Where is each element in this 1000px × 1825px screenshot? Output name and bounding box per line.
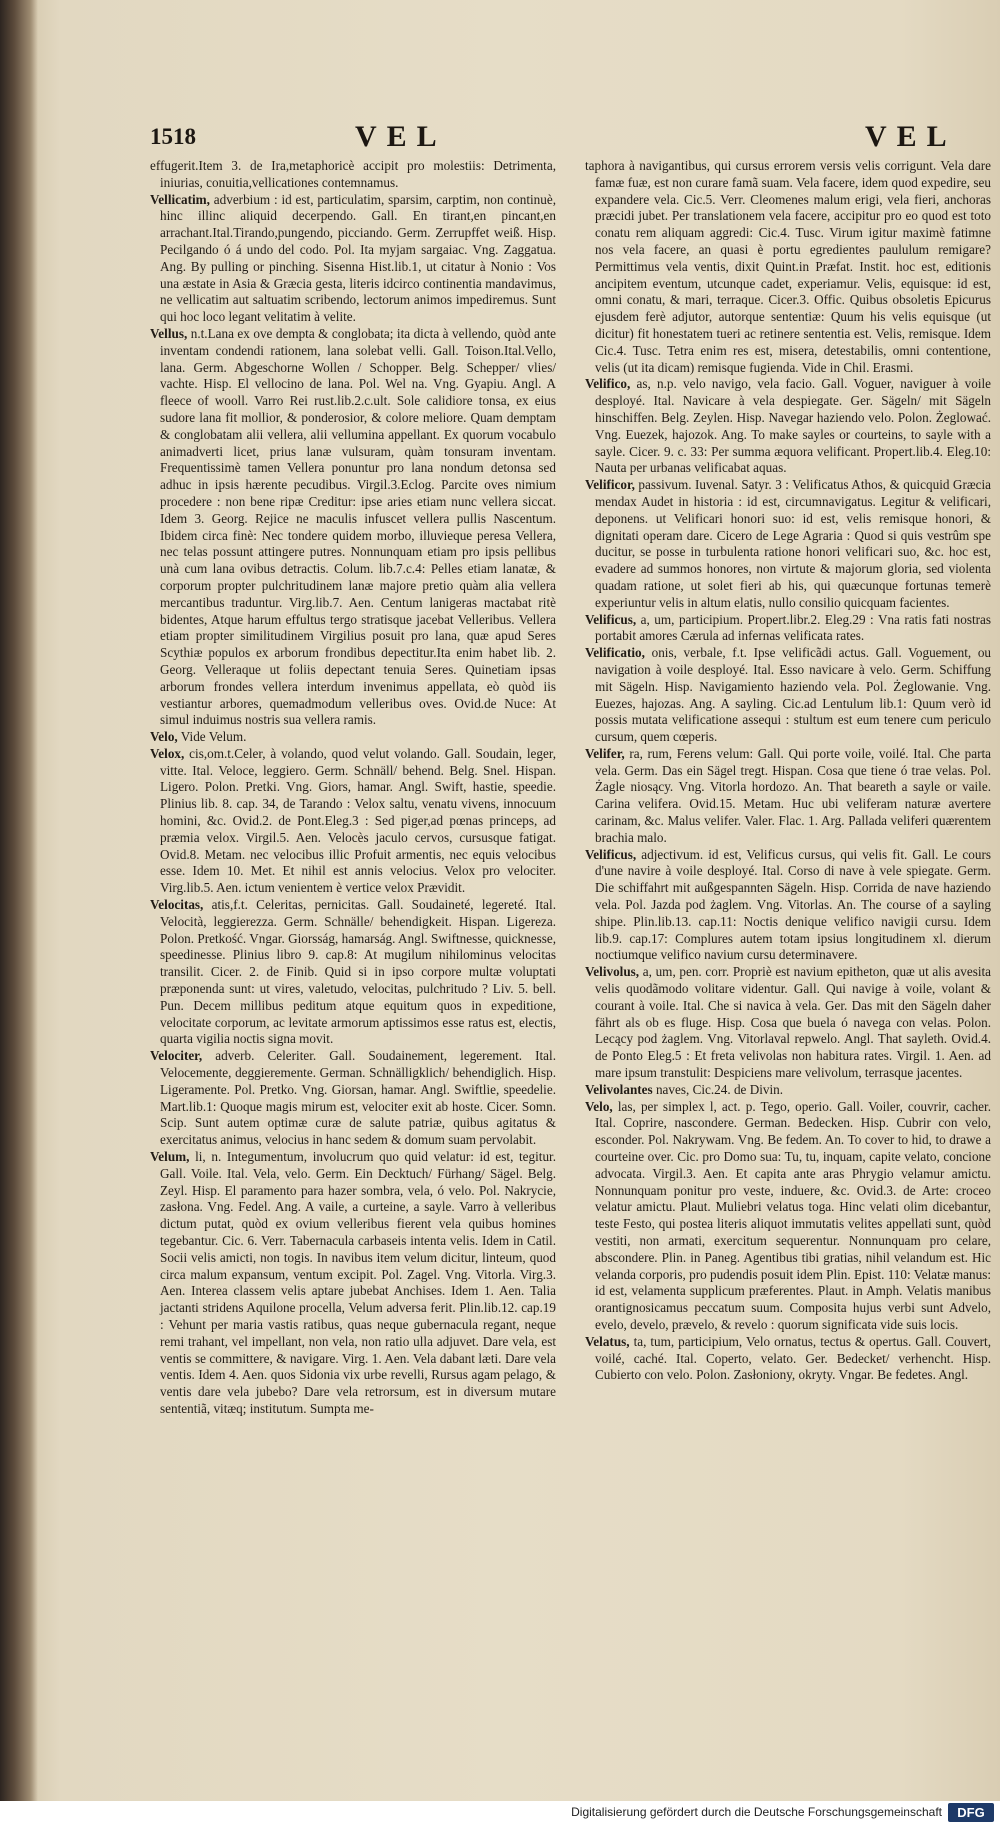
entry-lemma: Velocitas,	[150, 897, 204, 913]
entry-text: taphora à navigantibus, qui cursus errorem versis velis corrigunt. Vela dare famæ fuæ, est non curare famã suam. Vela facere, idem quod expedire, seu expandere vela. Cic.5. Verr. Cleomenes malum erigi, vela fieri, anchoras præcidi jubet. Per translationem vela facere, accipitur pro eo quod est toto conatu rem aliquam aggredi: Cic.4. Tusc. Virum igitur maximè fatimne nos vela facere, an quasi è portu egredientes paululum remigare? Permittimus vela ventis, dixit Quint.in Præfat. Instit. hoc est, editionis ancipitem eventum, utcunque cadet, experiamur. Velis, equisque: id est, omni conatu, & mari, terraque. Cicer.3. Offic. Quibus obsoletis Epicurus ejusdem ferè adjutor, autorque sententiæ: Quum his velis equisque (ut dicitur) fit honestatem tueri ac retinere sententia est. Velis, remisque. Idem Cic.4. Tusc. Tetra enim res est, misera, detestabilis, omni contentione, velis (ut ita dicam) remisque fugienda. Vide in Chil. Erasmi.	[585, 158, 991, 375]
entry-text: adjectivum. id est, Velificus cursus, qui velis fit. Gall. Le cours d'une navire à voile desployé. Ital. Corso di nave à vele spiegate. Germ. Die schiffahrt mit außgespannten Sägeln. Hisp. Corrida de nave haziendo vela. Pol. Jazda pod żaglem. Vng. Vitorlas. An. The course of a sayling shipe. Plin.lib.13. cap.11: Noctis denique velifico navigii cursu. Idem lib.9. cap.17: Complures autem totam ipsius longitudinem xl. dierum noctiumque velifico navium cursu determinavere.	[595, 846, 991, 963]
entry-lemma: Velificor,	[585, 477, 635, 493]
entry-text: onis, verbale, f.t. Ipse velificãdi actus. Gall. Voguement, ou navigation à voile desployé. Ital. Esso navicare à velo. Germ. Schiffung mit Sägeln. Hisp. Navigamiento haziendo vela. Pol. Żeglowanie. Vng. Euezes, hajozas. Ang. A sayling. Cic.ad Lentulum lib.1: Quum verò id possis mutata velificatione assequi : stultum est eum tenere cum periculo cursum, quem cœperis.	[595, 645, 992, 745]
entry-lemma: Velivolus,	[585, 964, 640, 980]
entry-text: las, per simplex l, act. p. Tego, operio. Gall. Voiler, couvrir, cacher. Ital. Coprire, nascondere. German. Bedecken. Hisp. Cubrir con velo, esconder. Pol. Nakrywam. Vng. Be fedem. An. To cover to hid, to drawe a courteine over. Cic. pro Domo sua: Tu, tu, inquam, capite velato, concione advocata. Virgil.3. Aen. Et capita ante aras Phrygio velamur amictu. Nonnunquam ponitur pro veste, induere, &c. Ovid.3. de Arte: croceo velatur amictu. Plaut. Muliebri velatus toga. Hinc velati olim dicebantur, teste Festo, qui postea literis aliquot immutatis velites appellati sunt, quòd vestiti, non armati, exercitum sequerentur. Nonnunquam pro celare, abscondere. Plin. in Paneg. Agentibus tibi gratias, nihil velandum est. Hic velanda corporis, pro pudendis posuit idem Plin. Epist. 110: Velatæ manus: id est, velamenta supplicum præferentes. Plaut. in Amph. Velatis manibus orantignosicamus peccatum suum. Composita hujus verbi sunt Advelo, evelo, develo, prævelo, & revelo : quorum significata vide suis locis.	[595, 1098, 991, 1332]
dictionary-entry	[585, 158, 991, 376]
entry-text: n.t.Lana ex ove dempta & conglobata; ita dicta à vellendo, quòd ante inventam condendi rationem, lana solebat velli. Gall. Toison.Ital.Vello, lana. Germ. Abgeschorne Wollen / Schopper. Belg. Schepper/ vlies/ vachte. Hisp. El vellocino de lana. Pol. Wel na. Vng. Gyapiu. Angl. A fleece of wooll. Varro Rei rust.lib.2.c.ult. Sole calidiore tonsa, ex eius sudore lana fit mollior, & ponderosior, & colore meliore. Quam demptam & conglobatam alii vellera, alii vellumina appellant. Ex quorum vocabulo animadverti licet, prius lanæ vulsuram, quàm tonsuram inventam. Frequentissimè tamen Vellera ponuntur pro lana nondum detonsa sed adhuc in ipsis hærente pecudibus. Virgil.3.Eclog. Parcite oves nimium procedere : non bene ripæ Creditur: ipse aries etiam nunc vellera siccat. Idem 3. Georg. Rejice ne maculis infuscet vellera pullis Nascentum. Ibidem circa finè: Nec tondere quidem morbo, illuvieque peresa Vellera, nec telas possunt attingere putres. Nonnunquam etiam pro ipsis pellibus unà cum lana ovibus detractis. Colum. lib.7.c.4: Pelles etiam lanatæ, & corporum propter pulchritudinem lanæ majore pretio quàm alia vellera mercantibus traduntur. Virg.lib.7. Aen. Centum lanigeras mactabat ritè bidentes, Atque harum effultus tergo stratisque jacebat Velleribus. Vellera etiam propter similitudinem Virgilius posuit pro lana, quæ apud Seres Scythiæ populos ex arborum frondibus depectitur.Ita enim habet lib. 2. Georg. Velleraque ut foliis depectant tenuia Seres. Quinetiam ipsas arborum frondes vellera interdum invenimus appellata, eò quòd iis vestiantur arbores, quemadmodum velleribus oves. Ovid.de Nuce: At simul induimus nostris sua vellera ramis.	[160, 325, 557, 728]
book-gutter-shadow	[0, 0, 38, 1825]
dictionary-entry	[150, 1149, 556, 1418]
entry-text: Vide Velum.	[180, 729, 247, 745]
running-head	[150, 120, 990, 156]
entry-text: effugerit.Item 3. de Ira,metaphoricè accipit pro molestiis: Detrimenta, iniurias, conuitia,vellicationes contemnamus.	[150, 158, 556, 190]
dictionary-entry	[150, 158, 556, 192]
entry-text: a, um, pen. corr. Propriè est navium epitheton, quæ ut alis avesita velis quodãmodo volitare videntur. Gall. Qui navige à voile, volant & courant à voile. Ital. Che si navica à vela. Ger. Das mit den Sägeln daher fährt als ob es fluge. Hisp. Cosa que buela ó navega con velas. Polon. Lecący pod żaglem. Vng. Vitorlaval repwelo. Angl. That sayleth. Ovid.4. de Ponto Eleg.5 : Et freta velivolas non habitura rates. Virgil. 1. Aen. ad mare ipsum transtulit: Despiciens mare velivolum, terrasque jacentes.	[595, 964, 992, 1081]
dictionary-page	[150, 120, 990, 1770]
dictionary-entry	[150, 729, 556, 746]
dictionary-entry	[585, 746, 991, 847]
dictionary-entry	[585, 477, 991, 611]
left-column	[150, 158, 556, 1418]
dictionary-entry	[585, 612, 991, 646]
entry-lemma: Vellicatim,	[150, 191, 210, 207]
entry-lemma: Velociter,	[150, 1048, 203, 1064]
entry-lemma: Velo,	[150, 729, 178, 745]
dictionary-entry	[585, 376, 991, 477]
entry-text: adverb. Celeriter. Gall. Soudainement, legerement. Ital. Velocemente, deggieremente. German. Schnälligklich/ behendiglich. Hisp. Ligeramente. Pol. Pretko. Vng. Giorsan, hamar. Angl. Swiftlie, speedelie. Mart.lib.1: Quoque magis mirum est, velociter exit ab hoste. Cicer. Somn. Scip. Sunt autem optimæ curæ de salute patriæ, quibus agitatus & exercitatus animus, velocius in hanc sedem & domum suam pervolabit.	[160, 1048, 557, 1148]
dictionary-entry	[585, 1334, 991, 1384]
page-number: 1518	[150, 124, 196, 149]
dictionary-entry	[585, 645, 991, 746]
entry-lemma: Velox,	[150, 745, 185, 761]
entry-text: ta, tum, participium, Velo ornatus, tectus & opertus. Gall. Couvert, voilé, caché. Ital. Coperto, velato. Ger. Bedecket/ verhencht. Hisp. Cubierto con velo. Polon. Zasłoniony, okryty. Vngar. Be fedetes. Angl.	[595, 1333, 991, 1383]
dictionary-entry	[150, 897, 556, 1048]
entry-lemma: Velificatio,	[585, 645, 645, 661]
entry-lemma: Velificus,	[585, 611, 637, 627]
dictionary-entry	[585, 964, 991, 1082]
right-column	[585, 158, 991, 1384]
entry-text: as, n.p. velo navigo, vela facio. Gall. Voguer, naviguer à voile desployé. Ital. Navicare à vela despiegate. Ger. Sägeln/ mit Sägeln hinschiffen. Belg. Zeylen. Hisp. Navegar haziendo velo. Polon. Żeglować. Vng. Euezek, hajozok. Ang. To make sayles or courteins, to sayle with a sayle. Cicer. 9. c. 33: Per summa æquora velificant. Propert.lib.4. Eleg.10: Nauta per urbanas velificabat aquas.	[595, 376, 992, 476]
entry-text: atis,f.t. Celeritas, pernicitas. Gall. Soudaineté, legereté. Ital. Velocità, leggierezza. Germ. Schnälle/ behendigkeit. Hispan. Ligereza. Polon. Pretkość. Vngar. Giorsság, hamarság. Angl. Swiftnesse, quicknesse, speedinesse. Plinius libro 9. cap.8: At mugilum nihilominus velocitas transilit. Cicer. 2. de Finib. Quid si in ipso corpore multæ voluptati præponenda sunt: ut vires, valetudo, velocitas, pulchritudo ? Liv. 5. bell. Pun. Decem millibus peditum atque equitum quos in expeditione, velocitate corporum, ac levitate armorum aptissimos esse ratus est, electis, quarta vigilia noctis signa movit.	[160, 897, 556, 1047]
dictionary-entry	[585, 1082, 991, 1099]
dictionary-entry	[150, 746, 556, 897]
dictionary-entry	[150, 326, 556, 729]
entry-lemma: Velificus,	[585, 846, 637, 862]
dictionary-entry	[585, 1099, 991, 1334]
head-word-right: VEL	[865, 120, 957, 153]
entry-text: a, um, participium. Propert.libr.2. Eleg.29 : Vna ratis fati nostras portabit amores Cærula ad infernas velificata rates.	[595, 611, 992, 644]
entry-text: li, n. Integumentum, involucrum quo quid velatur: id est, tegitur. Gall. Voile. Ital. Vela, velo. Germ. Ein Decktuch/ Fürhang/ Sägel. Belg. Zeyl. Hisp. El paramento para hazer sombra, vela, ó velo. Pol. Nakrycie, zasłona. Vng. Fedel. Ang. A vaile, a curteine, a sayle. Varro à velleribus dictum putat, quòd ex ovium velleribus fierent vela quibus homines tegebantur. Cic. 6. Verr. Tabernacula carbaseis intenta velis. Idem in Catil. Socii velis amicti, non togis. In navibus item velum dicitur, linteum, quod circa malum expansum, ventum excipit. Pol. Zagel. Vng. Vitorla. Virg.3. Aen. Interea classem velis aptare jubebat Anchises. Idem 1. Aen. Talia jactanti stridens Aquilone procella, Velum adversa ferit. Plin.lib.12. cap.19 : Vehunt per maria vastis ratibus, quas neque gubernacula regant, neque remi trahant, vel impellant, non vela, non ratio ulla adjuvet. Dare vela, est ventis se committere, & navigare. Virg. 1. Aen. Vela dabant læti. Dare vela ventis. Idem 4. Aen. quos Sidonia vix urbe revelli, Rursus agam pelago, & ventis dare vela jubebo? Dare vela retrorsum, est in diversum mutare sententiã, vitæq; institutum. Sumpta me-	[160, 1149, 556, 1416]
dfg-logo: DFG	[948, 1803, 994, 1822]
head-word-left: VEL	[355, 120, 447, 153]
entry-lemma: Velatus,	[585, 1333, 630, 1349]
entry-text: passivum. Iuvenal. Satyr. 3 : Velificatus Athos, & quicquid Græcia mendax Audet in historia : id est, circumnavigatus. Legitur & velificari, deponens. ut Velificari honori suo: id est, velis remisque honori, & dignitati operam dare. Cicero de Lege Agraria : Quod si quis vestrûm spe ducitur, se posse in turbulenta ratione honori velificari suo, &c. hoc est, evadere ad summos honores, non virtute & majorum gloria, sed violenta quadam ratione, ut solet fieri ab his, qui quæcunque fortunas temerè experiuntur velis in altum elatis, nullo consilio quicquam facientes.	[595, 477, 992, 610]
entry-lemma: Velifer,	[585, 745, 625, 761]
dictionary-entry	[585, 847, 991, 965]
entry-lemma: Velum,	[150, 1149, 190, 1165]
entry-lemma: Vellus,	[150, 325, 188, 341]
entry-text: adverbium : id est, particulatim, sparsim, carptim, non continuè, hinc illinc aliquid decerpendo. Gall. En tirant,en pincant,en arrachant.Ital.Tirando,pungendo, picciando. Germ. Zerrupffet weiß. Hisp. Pecilgando ó á undo del codo. Pol. Ita myjam sargaiac. Vng. Zaggatua. Ang. By pulling or pinching. Sisenna Hist.lib.1, ut citatur à Nonio : Vos una æstate in Asia & Græcia gesta, literis idcirco continentia mandavimus, ne vellicatim aut saltuatim scribendo, lectorum animos impediremus. Sunt qui hoc loco legant velitatim à velite.	[160, 191, 556, 325]
entry-lemma: Velivolantes	[585, 1081, 653, 1097]
dictionary-entry	[150, 192, 556, 326]
entry-text: ra, rum, Ferens velum: Gall. Qui porte voile, voilé. Ital. Che parta vela. Germ. Das ein Sägel tregt. Hispan. Cosa que tiene ó trae velas. Pol. Żagle niosący. Vng. Vitorla hordozo. An. That beareth a sayle or vaile. Carina velifera. Ovid.15. Metam. Huc ubi veliferam naturæ avertere carinam, &c. Malus velifer. Valer. Flac. 1. Arg. Pallada veliferi quærentem brachia malo.	[595, 745, 992, 845]
footer-credit: Digitalisierung gefördert durch die Deutsche Forschungsgemeinschaft	[571, 1805, 942, 1819]
entry-text: naves, Cic.24. de Divin.	[655, 1081, 784, 1097]
entry-text: cis,om.t.Celer, à volando, quod velut volando. Gall. Soudain, leger, vitte. Ital. Veloce, leggiero. Germ. Schnäll/ behend. Belg. Snel. Hispan. Ligero. Polon. Pretki. Vng. Giors, hamar. Angl. Swift, hastie, speedie. Plinius lib. 8. cap. 34, de Tarando : Velox saltu, venatu vivens, innocuum homini, &c. Ovid.2. de Pont.Eleg.3 : Sed piger,ad pœnas princeps, ad præmia velox. Virgil.5. Aen. Velocès jaculo cervos, cursusque fatigat. Ovid.8. Metam. nec velocibus illic Profuit armentis, nec equis velocibus esse. Idem 10. Met. Et nihil est annis velocius. Velox pro velociter. Virg.lib.5. Aen. ictum venientem è vertice velox Prævidit.	[160, 745, 557, 896]
dictionary-entry	[150, 1048, 556, 1149]
entry-lemma: Velo,	[585, 1098, 613, 1114]
footer-bar	[0, 1801, 1000, 1825]
entry-lemma: Velifico,	[585, 376, 631, 392]
